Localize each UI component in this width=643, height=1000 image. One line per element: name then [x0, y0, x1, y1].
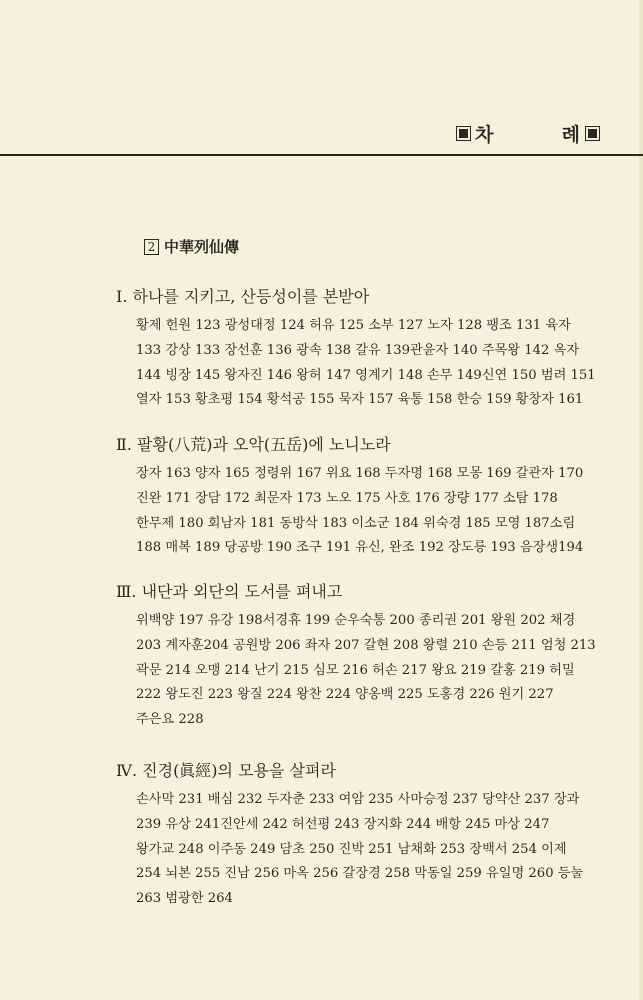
entry-line: 황제 헌원 123 광성대정 124 허유 125 소부 127 노자 128 팽조 131 육자 [136, 318, 571, 333]
entry-line: 왕가교 248 이주동 249 담초 250 진박 251 남채화 253 장백서 254 이제 [136, 841, 567, 857]
section-heading: Ⅳ. 진경(眞經)의 모용을 살펴라 [116, 761, 336, 780]
entry-line: 188 매복 189 당공방 190 조구 191 유신, 완조 192 장도릉 193 음장생194 [136, 540, 584, 556]
part-title [144, 236, 239, 257]
header-rule [0, 154, 643, 156]
section-entries [136, 462, 596, 561]
entry-line: 곽문 214 오맹 214 난기 215 심모 216 허손 217 왕요 219 갈홍 219 허밀 [136, 662, 575, 678]
entry-line: 144 빙장 145 왕자진 146 왕허 147 영계기 148 손무 149신연 150 범려 151 [136, 367, 596, 383]
part-title-text: 中華列仙傳 [164, 238, 240, 256]
toc-section-1 [116, 286, 596, 413]
square-bullet-icon [456, 126, 471, 141]
entry-line: 239 유상 241진안세 242 허선평 243 장지화 244 배항 245 마상 247 [136, 816, 550, 832]
entry-line: 위백양 197 유강 198서경휴 199 순우숙통 200 종리권 201 왕원 202 채경 [136, 613, 576, 628]
entry-line: 254 뇌본 255 진남 256 마옥 256 갈장경 258 막동일 259 유일명 260 등눌 [136, 866, 584, 882]
entry-line: 장자 163 양자 165 정령위 167 위요 168 두자명 168 모몽 169 갈관자 170 [136, 466, 584, 481]
entry-line: 손사막 231 배심 232 두자춘 233 여암 235 사마승정 237 당약산 237 장과 [136, 792, 580, 807]
entry-line: 열자 153 황초평 154 황석공 155 묵자 157 육통 158 한승 159 황창자 161 [136, 392, 584, 408]
section-entries [136, 788, 596, 912]
toc-section-2 [116, 434, 596, 561]
section-heading: Ⅱ. 팔황(八荒)과 오악(五岳)에 노니노라 [116, 435, 391, 454]
toc-header [452, 120, 604, 147]
entry-line: 한무제 180 회남자 181 동방삭 183 이소군 184 위숙경 185 모영 187소림 [136, 515, 576, 531]
square-bullet-icon [585, 126, 600, 141]
toc-section-4 [116, 760, 596, 912]
entry-line: 263 범광한 264 [136, 891, 233, 907]
toc-section-3 [116, 581, 596, 733]
entry-line: 진완 171 장담 172 최문자 173 노오 175 사호 176 장량 177 소탐 178 [136, 490, 558, 506]
section-heading: Ⅲ. 내단과 외단의 도서를 펴내고 [116, 582, 343, 601]
part-number: 2 [144, 239, 159, 255]
entry-line: 203 계자훈204 공원방 206 좌자 207 갈현 208 왕렬 210 손등 211 엄청 213 [136, 637, 596, 653]
page-edge [639, 0, 643, 1000]
toc-title: 차 례 [475, 124, 581, 146]
section-entries [136, 609, 596, 733]
entry-line: 222 왕도진 223 왕질 224 왕찬 224 양옹백 225 도홍경 226 원기 227 [136, 687, 554, 703]
entry-line: 133 강상 133 장선훈 136 광속 138 갈유 139관윤자 140 주목왕 142 옥자 [136, 342, 580, 358]
section-heading: Ⅰ. 하나를 지키고, 산등성이를 본받아 [116, 287, 370, 306]
section-entries [136, 314, 596, 413]
entry-line: 주은요 228 [136, 712, 204, 728]
